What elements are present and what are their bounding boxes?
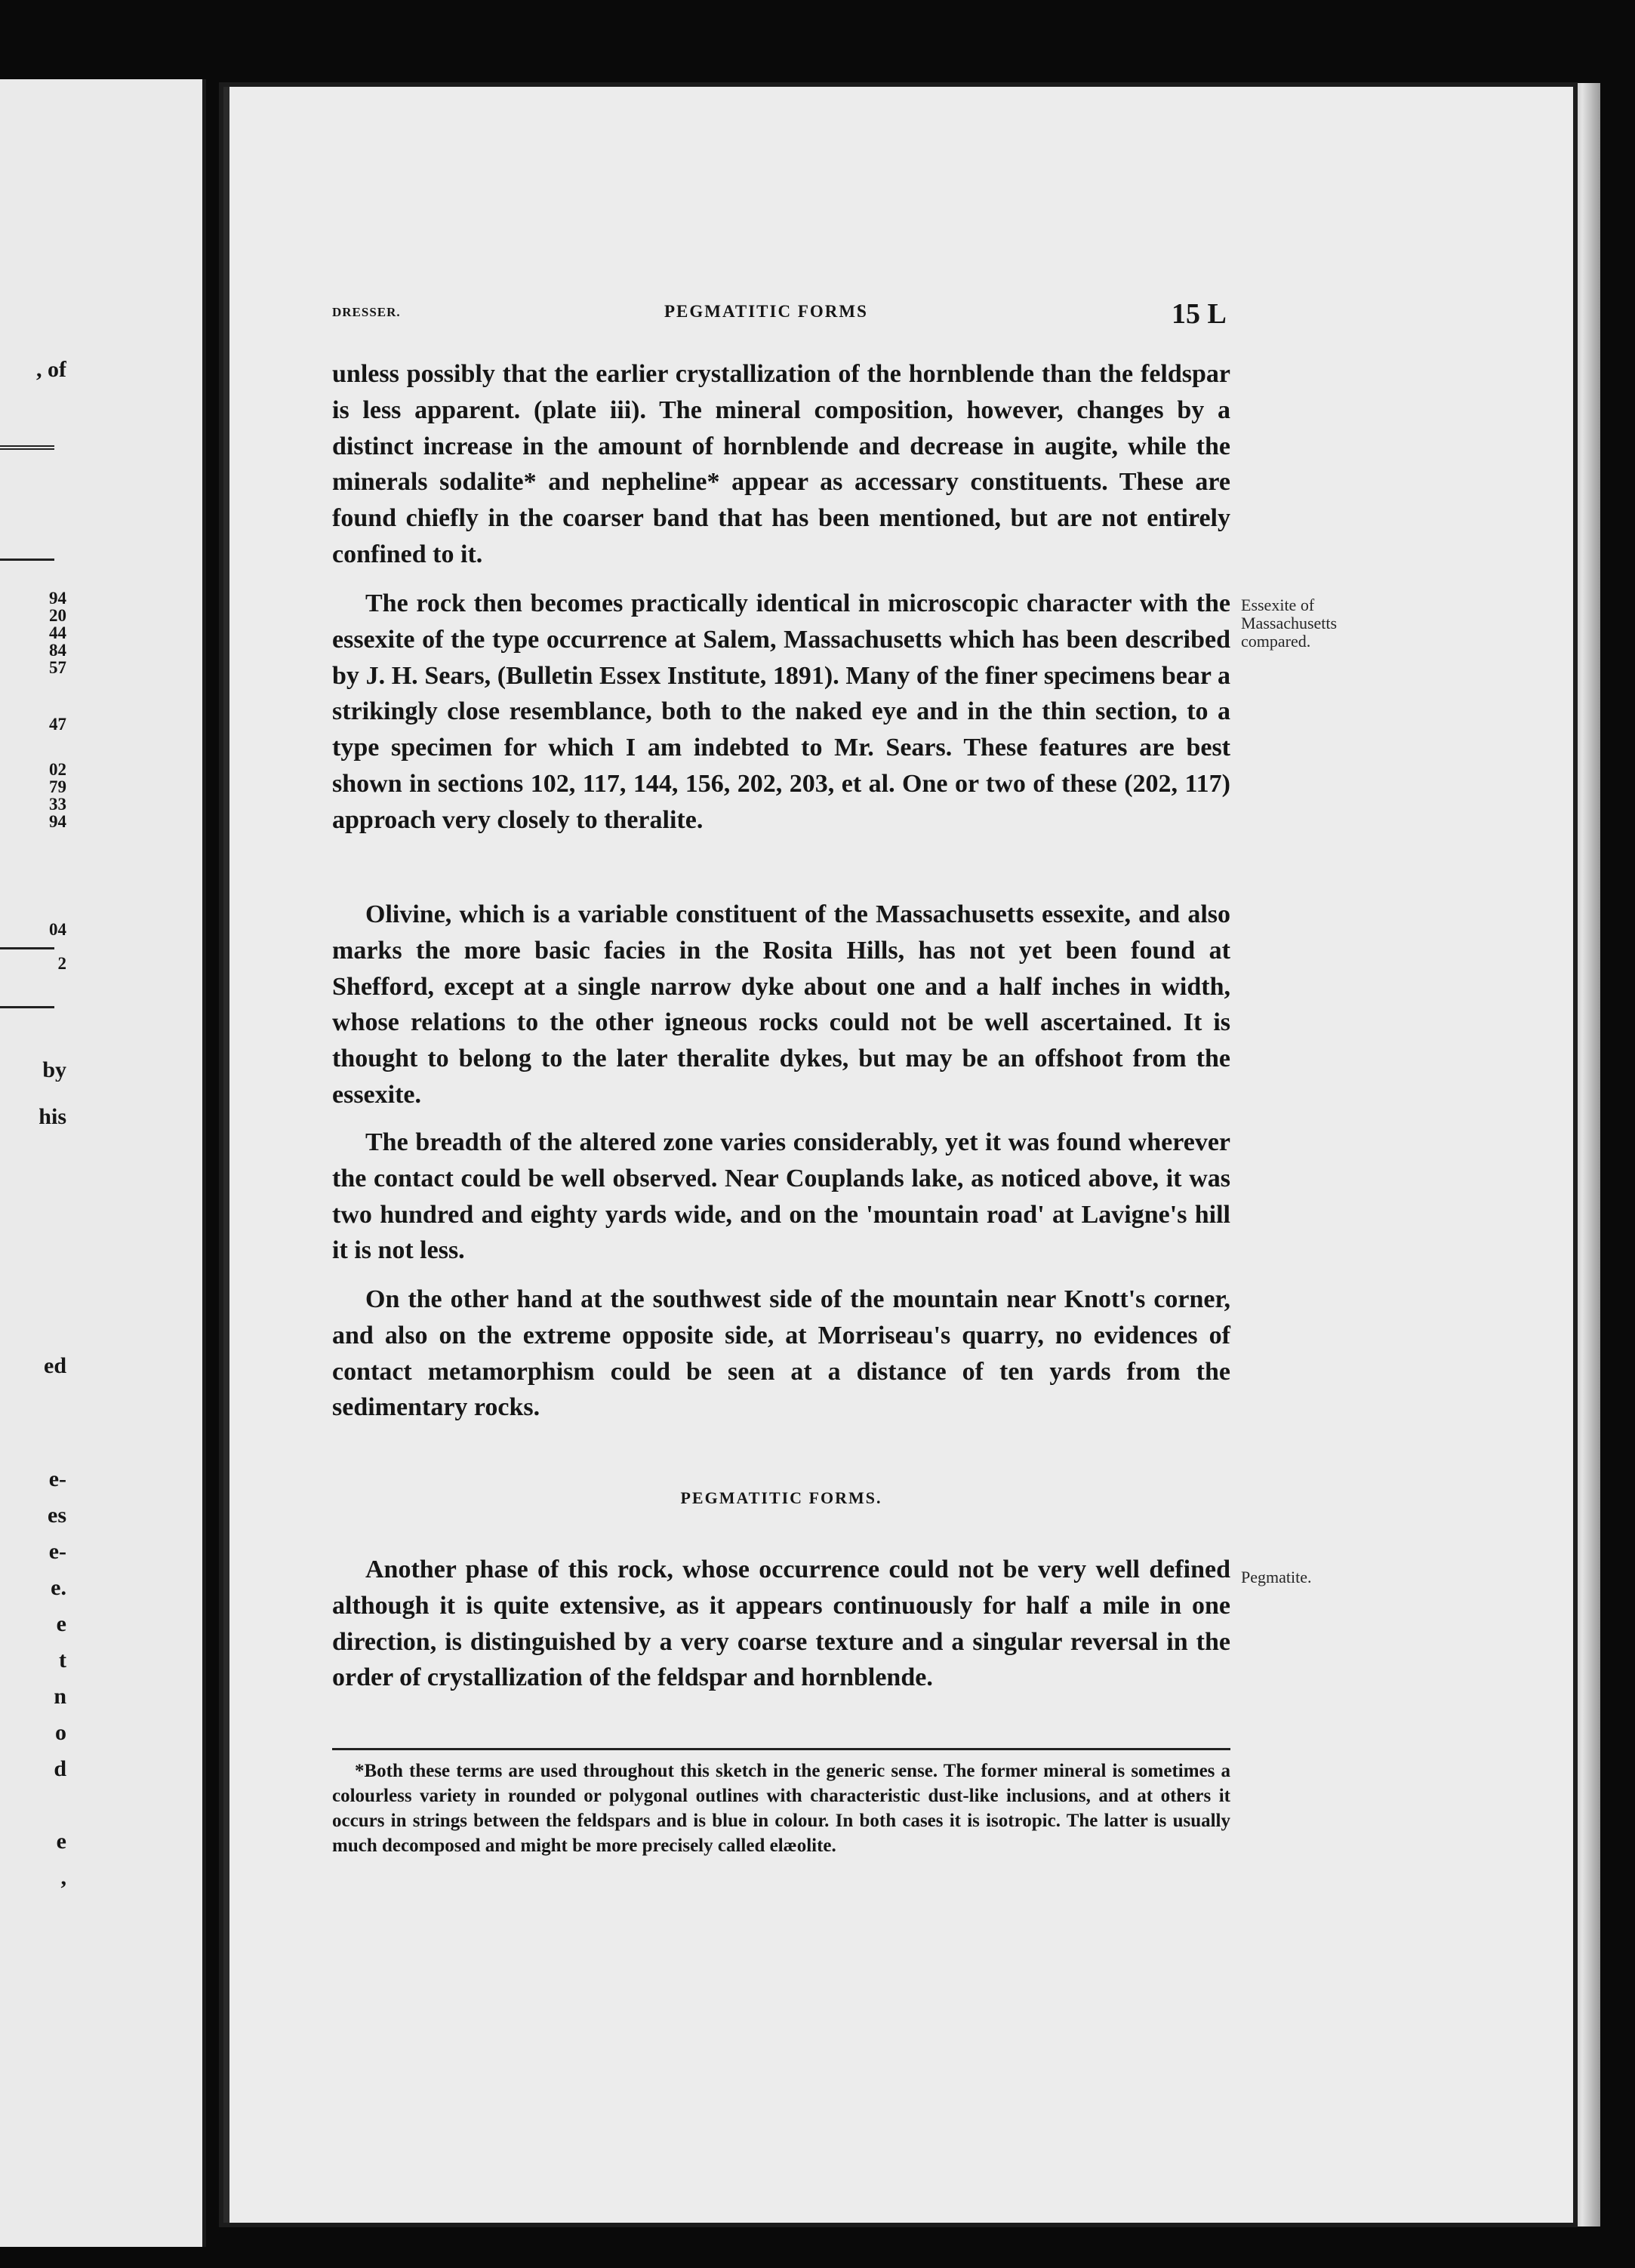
left-fragment: e [56, 1613, 66, 1636]
left-fragment: ed [44, 1355, 66, 1377]
left-fragment: 20 [49, 607, 66, 624]
left-fragment: e- [48, 1468, 66, 1491]
left-fragment: 33 [49, 795, 66, 813]
left-fragment: o [55, 1722, 66, 1744]
left-fragment: 2 [57, 955, 66, 972]
paragraph-altered-zone: The breadth of the altered zone varies considerably, yet it was found wherever the contact could be well observed. Near Couplands lake, as noticed above, it was two hundred and eighty yards wide, and on the 'mountain road' at Lavigne's hill it is not less. [332, 1128, 1230, 1265]
left-fragment: 04 [49, 921, 66, 938]
left-fragment: e. [51, 1577, 66, 1599]
left-fragment: es [48, 1504, 66, 1527]
left-fragment: 84 [49, 642, 66, 659]
left-fragment: 57 [49, 659, 66, 676]
left-fragment: his [38, 1106, 66, 1128]
left-fragment: e [56, 1830, 66, 1853]
left-fragment: t [59, 1649, 66, 1672]
paragraph-essexite: The rock then becomes practically identical in microscopic character with the essexite of the type occurrence at Salem, Massachusetts which has been described by J. H. Sears, (Bulletin Essex Institute, 1891). Many of the finer specimens bear a strikingly close resemblance, both to the naked eye and in the thin section, to a type specimen for which I am indebted to Mr. Sears. These features are best shown in sections 102, 117, 144, 156, 202, 203, et al. One or two of these (202, 117) approach very closely to theralite. [332, 589, 1230, 834]
left-fragment: , [60, 1866, 66, 1889]
paragraph-olivine: Olivine, which is a variable constituent of the Massachusetts essexite, and also marks the more basic facies in the Rosita Hills, has not yet been found at Shefford, except at a single narrow dyke about one and a half inches in width, whose relations to the other igneous rocks could not be well ascertained. It is thought to belong to the later theralite dykes, but may be an offshoot from the essexite. [332, 900, 1230, 1109]
left-fragment: e- [48, 1540, 66, 1563]
side-note-pegmatite: Pegmatite. [1241, 1568, 1312, 1586]
left-fragment: 02 [49, 761, 66, 778]
left-fragment: by [42, 1059, 66, 1082]
left-fragment: d [54, 1758, 66, 1780]
running-title: PEGMATITIC FORMS [664, 302, 868, 321]
left-fragment: 94 [49, 589, 66, 607]
left-fragment: 94 [49, 813, 66, 830]
section-heading: PEGMATITIC FORMS. [680, 1488, 882, 1507]
page-number: 15 L [1172, 298, 1227, 330]
page-header [0, 300, 1635, 331]
paragraph-contact: On the other hand at the southwest side of the mountain near Knott's corner, and also on the extreme opposite side, at Morriseau's quarry, no evidences of contact metamorphism could be seen at a distance of ten yards from the sedimentary rocks. [332, 1285, 1230, 1422]
side-note-essexite: Essexite of Massachusetts compared. [1241, 595, 1338, 651]
left-fragment: , of [36, 359, 66, 381]
footnote: *Both these terms are used throughout this sketch in the generic sense. The former mineral is sometimes a colourless variety in rounded or polygonal outlines with characteristic dust-like inclusions, and at others it occurs in strings between the feldspars and is blue in colour. In both cases it is isotropic. The latter is usually much decomposed and might be more precisely called elæolite. [332, 1761, 1230, 1856]
left-fragment: 44 [49, 624, 66, 642]
header-author-mark: DRESSER. [332, 305, 401, 319]
left-fragment: 47 [49, 715, 66, 733]
paragraph-pegmatite: Another phase of this rock, whose occurrence could not be very well defined although it is quite extensive, as it appears continuously for half a mile in one direction, is distinguished by a very coarse texture and a singular reversal in the order of crystallization of the feldspar and hornblende. [332, 1556, 1230, 1692]
left-fragment: 79 [49, 778, 66, 795]
paragraph-continuation: unless possibly that the earlier crystallization of the hornblende than the feldspar is less apparent. (plate iii). The mineral composition, however, changes by a distinct increase in the amount of hornblende and decrease in augite, while the minerals sodalite* and nepheline* appear as accessary constituents. These are found chiefly in the coarser band that has been mentioned, but are not entirely confined to it. [332, 360, 1230, 568]
footnote-rule [332, 1748, 1230, 1750]
left-fragment: n [54, 1685, 66, 1708]
